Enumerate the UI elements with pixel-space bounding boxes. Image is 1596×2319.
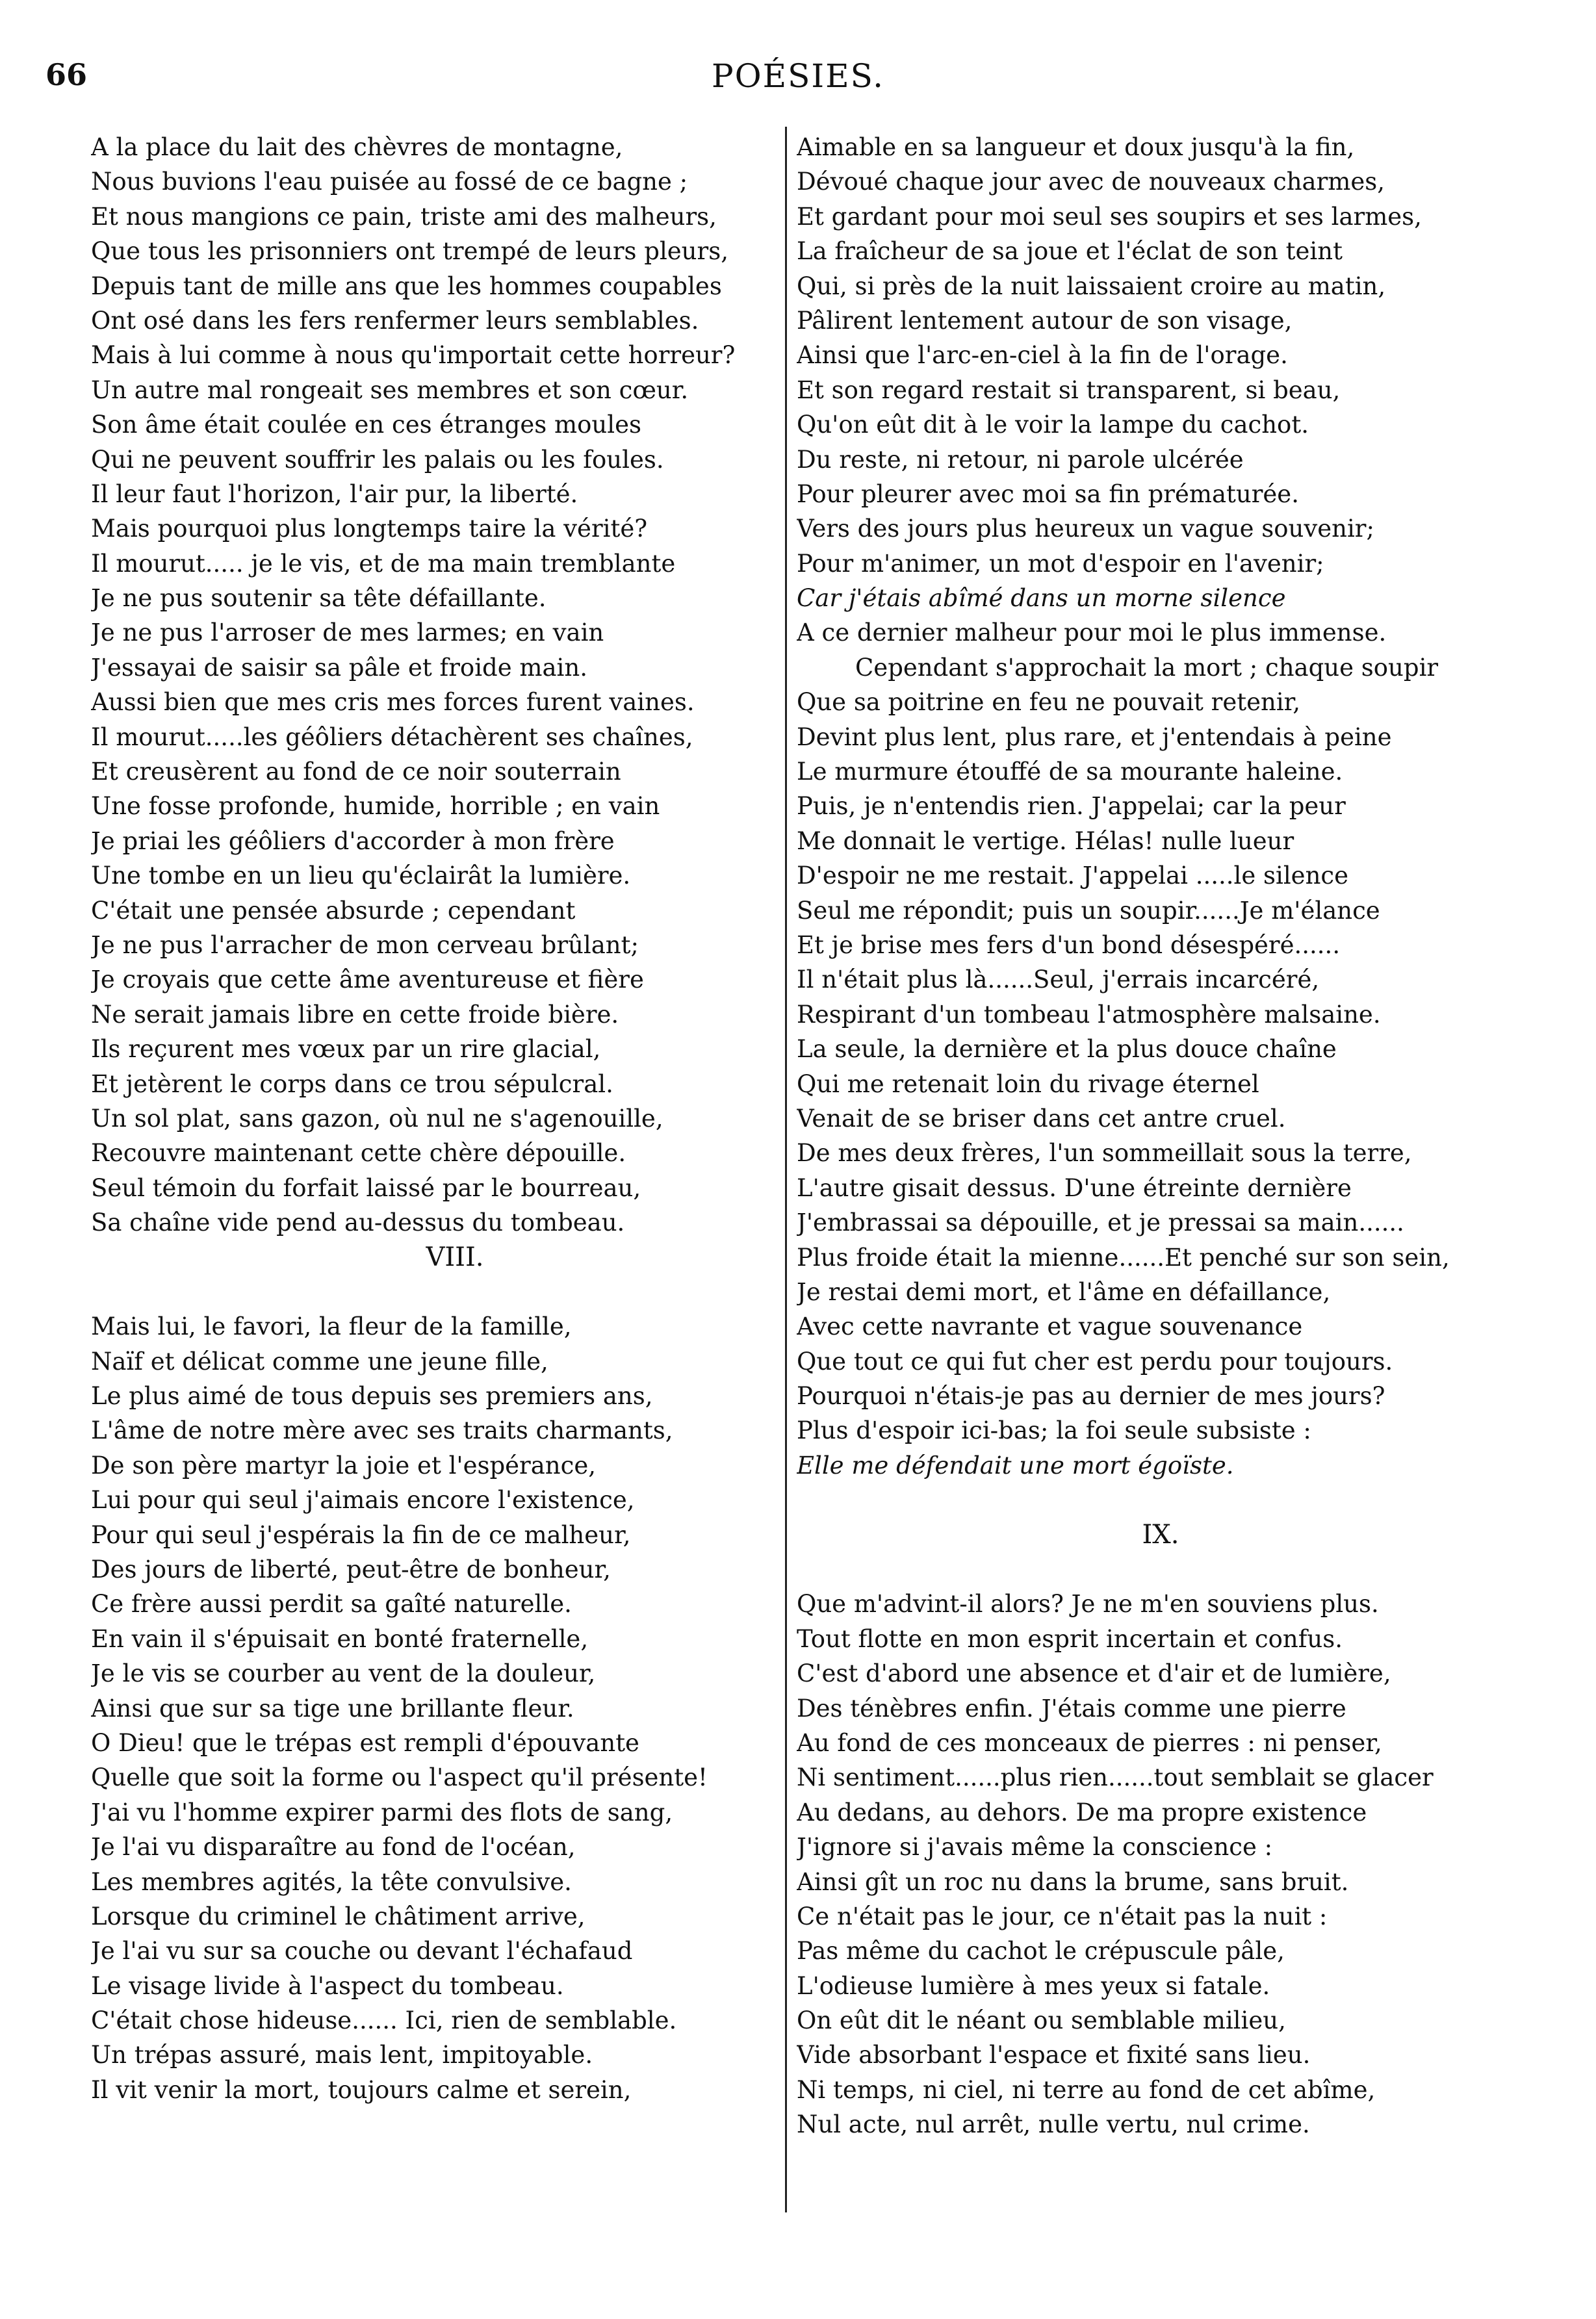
verse-line: Qui me retenait loin du rivage éternel xyxy=(797,1070,1259,1098)
verse-line: Du reste, ni retour, ni parole ulcérée xyxy=(797,445,1244,474)
verse-line: Je restai demi mort, et l'âme en défaillance, xyxy=(797,1277,1331,1306)
page-number: 66 xyxy=(45,57,88,92)
verse-line: Plus froide était la mienne......Et penché sur son sein, xyxy=(797,1243,1450,1272)
verse-line: Au dedans, au dehors. De ma propre existence xyxy=(797,1798,1367,1826)
verse-line: Le murmure étouffé de sa mourante haleine. xyxy=(797,758,1343,786)
verse-line: J'essayai de saisir sa pâle et froide main. xyxy=(91,653,587,682)
verse-line: Il mourut..... je le vis, et de ma main tremblante xyxy=(91,549,676,578)
verse-line: Avec cette navrante et vague souvenance xyxy=(797,1313,1303,1341)
verse-line: C'était une pensée absurde ; cependant xyxy=(91,896,576,925)
verse-line: Pour pleurer avec moi sa fin prématurée. xyxy=(797,480,1299,508)
stanza xyxy=(797,685,1525,1483)
verse-line: Que m'advint-il alors? Je ne m'en souviens plus. xyxy=(797,1590,1379,1619)
verse-line: J'ai vu l'homme expirer parmi des flots de sang, xyxy=(91,1798,673,1826)
verse-line: Pourquoi n'étais-je pas au dernier de mes jours? xyxy=(797,1382,1385,1411)
verse-line: Il vit venir la mort, toujours calme et serein, xyxy=(91,2075,632,2104)
verse-line: Les membres agités, la tête convulsive. xyxy=(91,1867,572,1896)
verse-line: A la place du lait des chèvres de montagne, xyxy=(91,133,623,161)
verse-line: Son âme était coulée en ces étranges moules xyxy=(91,411,641,439)
verse-line: C'est d'abord une absence et d'air et de lumière, xyxy=(797,1659,1391,1688)
stanza xyxy=(91,130,819,1240)
verse-line: Seul me répondit; puis un soupir......Je m'élance xyxy=(797,896,1380,925)
verse-line: Cependant s'approchait la mort ; chaque soupir xyxy=(855,653,1439,682)
verse-line: O Dieu! que le trépas est rempli d'épouvante xyxy=(91,1728,639,1757)
section-heading-ix: IX. xyxy=(1142,1519,1179,1550)
spacer xyxy=(91,1275,819,1309)
verse-line: De mes deux frères, l'un sommeillait sous la terre, xyxy=(797,1139,1412,1168)
verse-line: Plus d'espoir ici-bas; la foi seule subsiste : xyxy=(797,1416,1311,1445)
verse-line: Que tout ce qui fut cher est perdu pour toujours. xyxy=(797,1347,1393,1376)
verse-line: Ils reçurent mes vœux par un rire glacial, xyxy=(91,1035,601,1064)
verse-line: Vers des jours plus heureux un vague souvenir; xyxy=(797,515,1374,543)
verse-line: Et son regard restait si transparent, si beau, xyxy=(797,376,1341,404)
verse-line: Mais pourquoi plus longtemps taire la vérité? xyxy=(91,515,648,543)
verse-line: Sa chaîne vide pend au-dessus du tombeau. xyxy=(91,1209,625,1237)
verse-line: L'odieuse lumière à mes yeux si fatale. xyxy=(797,1971,1270,2000)
verse-line: Depuis tant de mille ans que les hommes coupables xyxy=(91,272,722,300)
verse-line: De son père martyr la joie et l'espérance, xyxy=(91,1451,596,1480)
verse-line: Ne serait jamais libre en cette froide bière. xyxy=(91,1000,619,1029)
verse-line: Ainsi que l'arc-en-ciel à la fin de l'orage. xyxy=(797,341,1288,370)
verse-line: Au fond de ces monceaux de pierres : ni penser, xyxy=(797,1728,1382,1757)
verse-line: Aimable en sa langueur et doux jusqu'à la fin, xyxy=(797,133,1355,161)
verse-line: Un autre mal rongeait ses membres et son cœur. xyxy=(91,376,689,404)
right-column xyxy=(797,130,1525,2142)
verse-line: Respirant d'un tombeau l'atmosphère malsaine. xyxy=(797,1000,1381,1029)
verse-line: Ce n'était pas le jour, ce n'était pas la nuit : xyxy=(797,1902,1328,1930)
verse-line: Je ne pus l'arroser de mes larmes; en vain xyxy=(91,619,604,647)
verse-line: Je ne pus l'arracher de mon cerveau brûlant; xyxy=(91,930,639,959)
verse-line: Vide absorbant l'espace et fixité sans lieu. xyxy=(797,2041,1311,2069)
verse-line: D'espoir ne me restait. J'appelai .....le silence xyxy=(797,862,1349,890)
verse-line: Des ténèbres enfin. J'étais comme une pierre xyxy=(797,1694,1346,1723)
verse-line: Un sol plat, sans gazon, où nul ne s'agenouille, xyxy=(91,1104,663,1133)
verse-line: Mais lui, le favori, la fleur de la famille, xyxy=(91,1313,572,1341)
verse-line: Quelle que soit la forme ou l'aspect qu'il présente! xyxy=(91,1763,708,1792)
verse-line: Je croyais que cette âme aventureuse et fière xyxy=(91,966,644,994)
verse-line: Venait de se briser dans cet antre cruel. xyxy=(797,1104,1286,1133)
verse-line: Ainsi que sur sa tige une brillante fleur. xyxy=(91,1694,574,1723)
stanza xyxy=(797,130,1525,650)
verse-line: En vain il s'épuisait en bonté fraternelle, xyxy=(91,1624,589,1653)
verse-line: Elle me défendait une mort égoïste. xyxy=(797,1451,1234,1480)
verse-line: Une tombe en un lieu qu'éclairât la lumière. xyxy=(91,862,631,890)
verse-line: Qui ne peuvent souffrir les palais ou les foules. xyxy=(91,445,664,474)
verse-line: Ont osé dans les fers renfermer leurs semblables. xyxy=(91,306,699,335)
verse-line: Je le vis se courber au vent de la douleur, xyxy=(91,1659,596,1688)
verse-line: J'ignore si j'avais même la conscience : xyxy=(797,1833,1273,1862)
verse-line: Je l'ai vu sur sa couche ou devant l'échafaud xyxy=(91,1937,633,1966)
verse-line: Je l'ai vu disparaître au fond de l'océan, xyxy=(91,1833,576,1862)
verse-line: Des jours de liberté, peut-être de bonheur, xyxy=(91,1556,611,1584)
verse-line: Ainsi gît un roc nu dans la brume, sans bruit. xyxy=(797,1867,1349,1896)
verse-line: Pour m'animer, un mot d'espoir en l'avenir; xyxy=(797,549,1324,578)
verse-line: Et gardant pour moi seul ses soupirs et ses larmes, xyxy=(797,202,1422,231)
verse-line: Pâlirent lentement autour de son visage, xyxy=(797,306,1293,335)
verse-line: Lorsque du criminel le châtiment arrive, xyxy=(91,1902,586,1930)
verse-line: Tout flotte en mon esprit incertain et confus. xyxy=(797,1624,1343,1653)
spacer xyxy=(797,1483,1525,1517)
verse-line: Ni temps, ni ciel, ni terre au fond de cet abîme, xyxy=(797,2075,1376,2104)
verse-line: Qu'on eût dit à le voir la lampe du cachot. xyxy=(797,411,1309,439)
column-divider xyxy=(785,127,787,2212)
verse-line: Et creusèrent au fond de ce noir souterrain xyxy=(91,758,621,786)
verse-line: Recouvre maintenant cette chère dépouille. xyxy=(91,1139,626,1168)
verse-line: Je ne pus soutenir sa tête défaillante. xyxy=(91,584,547,613)
verse-line: Il leur faut l'horizon, l'air pur, la liberté. xyxy=(91,480,578,508)
verse-line: Lui pour qui seul j'aimais encore l'existence, xyxy=(91,1486,635,1515)
verse-line: Que sa poitrine en feu ne pouvait retenir, xyxy=(797,688,1301,717)
verse-line: Pas même du cachot le crépuscule pâle, xyxy=(797,1937,1285,1966)
verse-line: Le visage livide à l'aspect du tombeau. xyxy=(91,1971,564,2000)
verse-line: Et jetèrent le corps dans ce trou sépulcral. xyxy=(91,1070,613,1098)
verse-line: Dévoué chaque jour avec de nouveaux charmes, xyxy=(797,168,1385,196)
section-heading-viii: VIII. xyxy=(426,1242,484,1272)
verse-line: La fraîcheur de sa joue et l'éclat de son teint xyxy=(797,237,1343,266)
verse-line: J'embrassai sa dépouille, et je pressai sa main...... xyxy=(797,1209,1404,1237)
verse-line: Une fosse profonde, humide, horrible ; en vain xyxy=(91,792,660,821)
verse-line: Nul acte, nul arrêt, nulle vertu, nul crime. xyxy=(797,2110,1310,2139)
stanza xyxy=(797,1587,1525,2142)
stanza xyxy=(91,1309,819,2107)
verse-line: Qui, si près de la nuit laissaient croire au matin, xyxy=(797,272,1386,300)
verse-line: Ce frère aussi perdit sa gaîté naturelle. xyxy=(91,1590,572,1619)
left-column xyxy=(91,130,819,2107)
verse-line: C'était chose hideuse...... Ici, rien de semblable. xyxy=(91,2006,677,2035)
verse-line: L'âme de notre mère avec ses traits charmants, xyxy=(91,1416,673,1445)
verse-line: Nous buvions l'eau puisée au fossé de ce bagne ; xyxy=(91,168,688,196)
verse-line: Que tous les prisonniers ont trempé de leurs pleurs, xyxy=(91,237,728,266)
verse-line: Pour qui seul j'espérais la fin de ce malheur, xyxy=(91,1520,631,1549)
verse-line: Me donnait le vertige. Hélas! nulle lueur xyxy=(797,826,1294,855)
verse-line: A ce dernier malheur pour moi le plus immense. xyxy=(797,619,1387,647)
running-title: POÉSIES. xyxy=(712,57,884,95)
verse-line: Et je brise mes fers d'un bond désespéré...... xyxy=(797,930,1341,959)
verse-line: L'autre gisait dessus. D'une étreinte dernière xyxy=(797,1173,1352,1202)
verse-line: Ni sentiment......plus rien......tout semblait se glacer xyxy=(797,1763,1434,1792)
verse-line: Aussi bien que mes cris mes forces furent vaines. xyxy=(91,688,695,717)
spacer xyxy=(797,1552,1525,1587)
verse-line: Le plus aimé de tous depuis ses premiers ans, xyxy=(91,1382,653,1411)
verse-line: Mais à lui comme à nous qu'importait cette horreur? xyxy=(91,341,736,370)
verse-line: Je priai les géôliers d'accorder à mon frère xyxy=(91,826,615,855)
verse-line: On eût dit le néant ou semblable milieu, xyxy=(797,2006,1286,2035)
verse-line: Naïf et délicat comme une jeune fille, xyxy=(91,1347,548,1376)
verse-line: Devint plus lent, plus rare, et j'entendais à peine xyxy=(797,723,1392,751)
verse-line: Il mourut.....les géôliers détachèrent ses chaînes, xyxy=(91,723,693,751)
verse-line: Et nous mangions ce pain, triste ami des malheurs, xyxy=(91,202,717,231)
verse-line: La seule, la dernière et la plus douce chaîne xyxy=(797,1035,1337,1064)
verse-line: Un trépas assuré, mais lent, impitoyable. xyxy=(91,2041,593,2069)
verse-line: Car j'étais abîmé dans un morne silence xyxy=(797,584,1286,613)
verse-line: Seul témoin du forfait laissé par le bourreau, xyxy=(91,1173,641,1202)
verse-line: Il n'était plus là......Seul, j'errais incarcéré, xyxy=(797,966,1320,994)
verse-line: Puis, je n'entendis rien. J'appelai; car la peur xyxy=(797,792,1346,821)
